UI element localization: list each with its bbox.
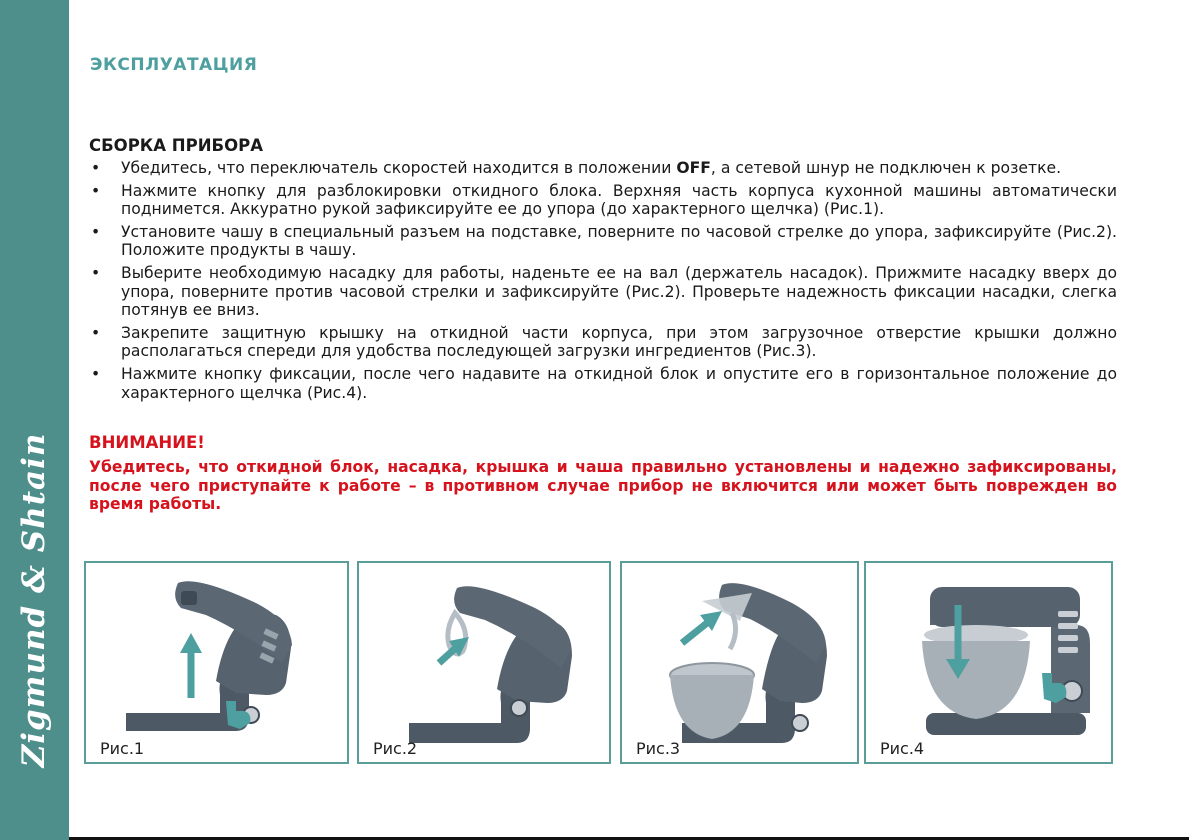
step-item: • Закрепите защитную крышку на откидной части корпуса, при этом загрузочное отверстие крышки должно располагаться спереди для удобства последующей загрузки ингредиентов (Рис.3).: [89, 324, 1117, 361]
section-title: ЭКСПЛУАТАЦИЯ: [90, 55, 258, 75]
figure-4: [864, 561, 1113, 764]
figure-4-caption: Рис.4: [880, 739, 925, 758]
figure-2: [357, 561, 611, 764]
off-label: OFF: [676, 159, 711, 177]
figure-1-caption: Рис.1: [100, 739, 145, 758]
step-item: • Нажмите кнопку фиксации, после чего надавите на откидной блок и опустите его в горизонтальное положение до характерного щелчка (Рис.4).: [89, 365, 1117, 402]
assembly-title: СБОРКА ПРИБОРА: [89, 136, 263, 155]
figure-3: [620, 561, 859, 764]
mixer-closed-illustration: [866, 563, 1111, 762]
warning-text: Убедитесь, что откидной блок, насадка, крышка и чаша правильно установлены и надежно зафиксированы, после чего приступайте к работе – в противном случае прибор не включится или может быть поврежден во время работы.: [89, 458, 1117, 514]
mixer-tilted-illustration: [86, 563, 347, 762]
step-item: • Выберите необходимую насадку для работы, наденьте ее на вал (держатель насадок). Прижмите насадку вверх до упора, поверните против часовой стрелки и зафиксируйте (Рис.2). Проверьте надежность фиксации насадки, слегка потянув ее вниз.: [89, 264, 1117, 320]
step-item: • Нажмите кнопку для разблокировки откидного блока. Верхняя часть корпуса кухонной машины автоматически поднимется. Аккуратно рукой зафиксируйте ее до упора (до характерного щелчка) (Рис.1).: [89, 182, 1117, 219]
mixer-bowl-lid-illustration: [622, 563, 857, 762]
figure-1: [84, 561, 349, 764]
figure-2-caption: Рис.2: [373, 739, 418, 758]
assembly-steps: [89, 159, 1117, 402]
brand-logo: Zigmund & Shtain: [16, 432, 52, 768]
step-text: , а сетевой шнур не подключен к розетке.: [710, 159, 1062, 177]
step-item: [89, 159, 1117, 178]
brand-sidebar: [0, 0, 69, 840]
mixing-bowl: [922, 641, 1030, 719]
mixer-attachment-illustration: [359, 563, 609, 762]
figure-3-caption: Рис.3: [636, 739, 681, 758]
assembly-section: [89, 136, 1117, 406]
step-item: • Установите чашу в специальный разъем на подставке, поверните по часовой стрелке до упора, зафиксируйте (Рис.2). Положите продукты в чашу.: [89, 223, 1117, 260]
step-text: Убедитесь, что переключатель скоростей находится в положении: [121, 159, 677, 177]
warning-title: ВНИМАНИЕ!: [89, 433, 205, 452]
